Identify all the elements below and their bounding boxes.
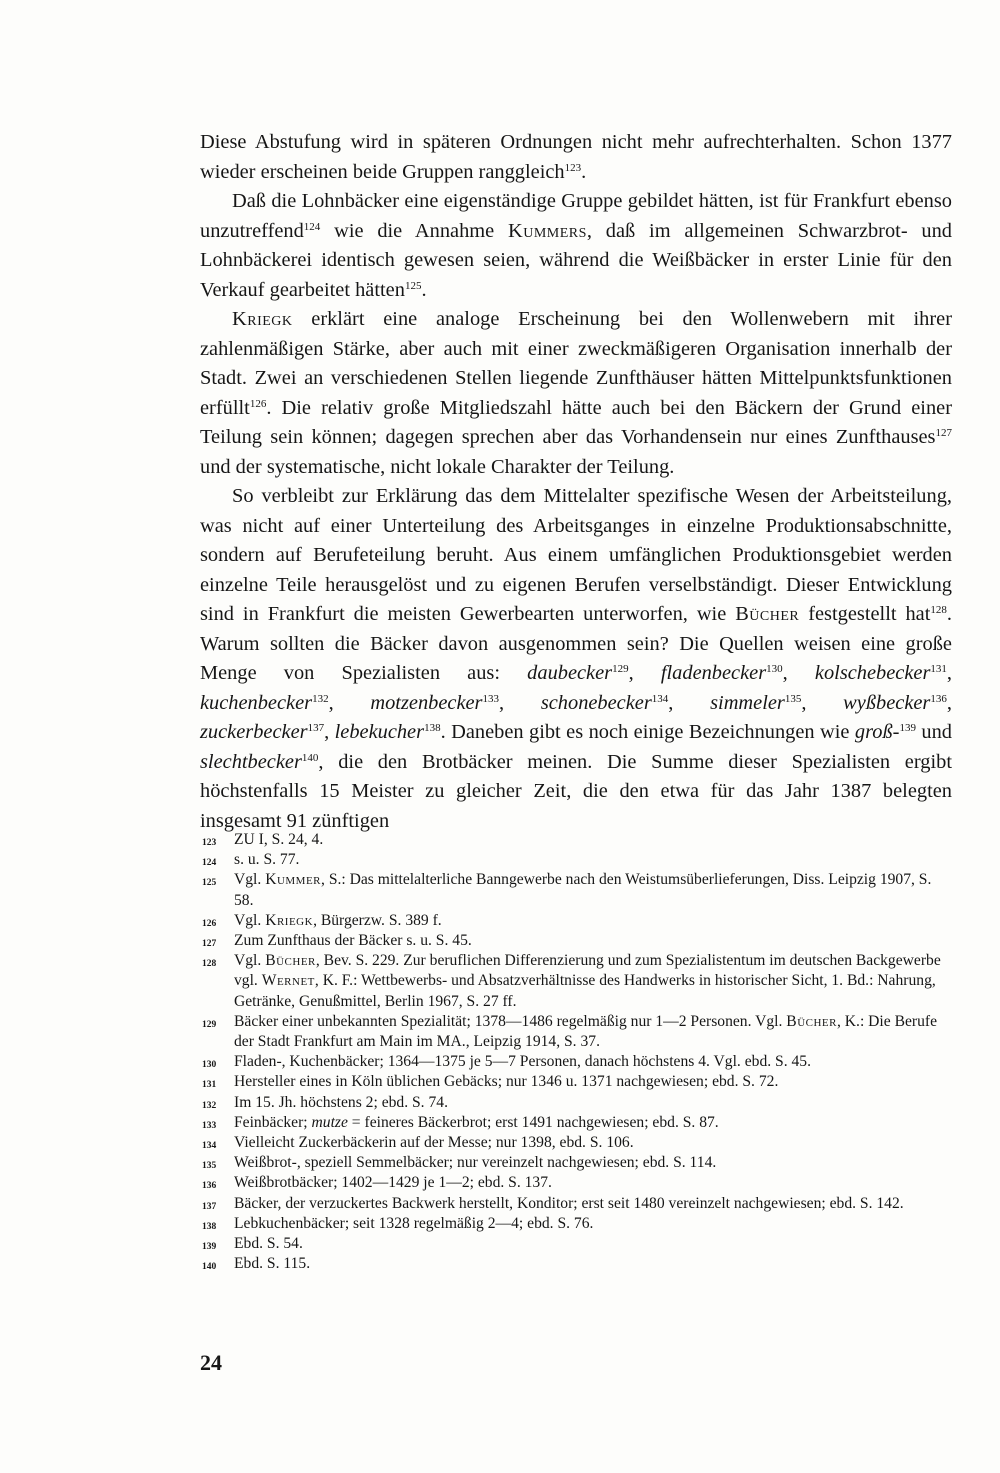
footnote-text: Vgl. xyxy=(234,952,266,970)
footnote-ref-126[interactable]: 126 xyxy=(249,397,267,410)
term: daubecker xyxy=(527,662,613,684)
footnote-text: Ebd. S. 115. xyxy=(234,1255,311,1273)
paragraph-2 xyxy=(200,187,952,305)
footnote-text: , Bürgerzw. S. 389 f. xyxy=(313,911,442,929)
term: kuchenbecker xyxy=(200,691,313,714)
paragraph-4: So verbleibt zur Erklärung das dem Mittelalter spezifische Wesen der Arbeitsteilung, was nicht auf einer Unterteilung des Arbeitsganges in einzelne Produktionsabschnitte, sondern auf Berufeteilung beruht. Aus einem umfänglichen Produktionsgebiet werden einzelne Teile herausgelöst und zu eigenen Berufen verselbständigt. Dieser Entwicklung sind in Frankfurt die meisten Gewerbearten unterworfen, wie Bücher festgestellt hat$^{128}$. Warum sollten die Bäcker davon ausgenommen sein? Die Quellen weisen eine große Menge von Spezialisten aus: daubecker$^{129}$, fladenbecker$^{130}$, kolschebecker$^{131}$, kuchenbecker$^{132}$, motzenbecker$^{133}$, schonebecker$^{134}$, simmeler$^{135}$, wyßbecker$^{136}$, zuckerbecker$^{137}$, lebekucher$^{138}$. Daneben gibt es noch einige Bezeichnungen wie groß-$^{139}$ und slechtbecker$^{140}$, die den Brotbäcker meinen. Die Summe dieser Spezialisten ergibt höchstenfalls 15 Meister zu gleicher Zeit, die den etwa für das Jahr 1387 belegten insgesamt 91 zünftigen xyxy=(200,485,953,832)
text-run: erklärt eine analoge Erscheinung bei den Wollenwebern mit ihrer zahlenmäßigen Stärke, aber auch mit einer zweckmäßigeren Organisation innerhalb der Stadt. Zwei an verschiedenen Stellen liegende Zunfthäuser hätten Mittelpunktsfunktionen erfüllt xyxy=(200,308,952,419)
footnote-ref-133[interactable]: 133 xyxy=(482,692,499,705)
footnote-text: , K. F.: Wettbewerbs- und Absatzverhältnisse des Handwerks in historischer Sicht, 1. Bd.: Nahrung, Getränke, Genußmittel, Berlin 1967, S. 27 ff. xyxy=(234,972,936,1010)
text-run: und xyxy=(915,721,953,743)
footnote-text: , S.: Das mittelalterliche Banngewerbe nach den Weistumsüberlieferungen, Diss. Leipzig 1907, S. 58. xyxy=(234,871,932,909)
author-name: Bücher xyxy=(786,1012,837,1030)
footnote-text: Weißbrotbäcker; 1402—1429 je 1—2; ebd. S. 137. xyxy=(234,1174,552,1192)
footnote-123 xyxy=(200,830,952,850)
footnote-text: Lebkuchenbäcker; seit 1328 regelmäßig 2—4; ebd. S. 76. xyxy=(234,1214,594,1232)
footnote-number: 123 xyxy=(202,838,217,848)
footnote-140 xyxy=(200,1254,952,1274)
term: simmeler xyxy=(710,691,785,714)
footnote-ref-136[interactable]: 136 xyxy=(930,692,947,705)
footnote-text: Hersteller eines in Köln üblichen Gebäcks; nur 1346 u. 1371 nachgewiesen; ebd. S. 72. xyxy=(234,1073,779,1091)
term: kolschebecker xyxy=(814,662,931,684)
term: zuckerbecker xyxy=(200,721,308,743)
footnote-number: 136 xyxy=(202,1181,217,1192)
footnote-number: 134 xyxy=(202,1141,217,1152)
text-run: Diese Abstufung wird in späteren Ordnungen nicht mehr aufrechterhalten. Schon 1377 wieder erscheinen beide Gruppen ranggleich xyxy=(200,131,952,183)
author-name: Kriegk xyxy=(232,308,293,330)
author-name: Wernet xyxy=(261,972,315,990)
footnote-137 xyxy=(200,1194,952,1214)
text-run: und der systematische, nicht lokale Charakter der Teilung. xyxy=(200,455,675,478)
footnote-number: 137 xyxy=(202,1201,217,1212)
footnote-139 xyxy=(200,1234,952,1254)
footnote-136 xyxy=(200,1173,952,1193)
footnote-text: Zum Zunfthaus der Bäcker s. u. S. 45. xyxy=(234,932,472,950)
author-name: Kriegk xyxy=(265,911,314,929)
text-run: . Daneben gibt es noch einige Bezeichnungen wie xyxy=(440,721,855,743)
text-run: wie die Annahme xyxy=(320,219,508,242)
footnote-number: 128 xyxy=(202,959,217,970)
footnote-number: 125 xyxy=(202,878,217,889)
footnote-128 xyxy=(200,951,952,1012)
footnote-ref-128[interactable]: 128 xyxy=(930,604,947,616)
footnote-number: 132 xyxy=(202,1100,217,1111)
text-run: . Warum sollten die Bäcker davon ausgenommen sein? Die Quellen weisen eine große Menge von Spezialisten aus: xyxy=(200,603,952,684)
footnote-135 xyxy=(200,1153,952,1173)
footnote-126 xyxy=(200,911,952,931)
footnote-ref-140[interactable]: 140 xyxy=(301,751,319,764)
footnote-number: 135 xyxy=(202,1161,217,1172)
footnote-133 xyxy=(200,1113,952,1133)
text-run: , die den Brotbäcker meinen. Die Summe dieser Spezialisten ergibt höchstenfalls 15 Meister zu gleicher Zeit, die den etwa für das Jahr 1387 belegten insgesamt 91 zünftigen xyxy=(200,750,952,832)
footnote-131 xyxy=(200,1072,952,1092)
footnote-text: , K.: Die Berufe der Stadt Frankfurt am Main im MA., Leipzig 1914, S. 37. xyxy=(234,1012,938,1051)
footnote-ref-125[interactable]: 125 xyxy=(404,279,422,292)
footnote-ref-127[interactable]: 127 xyxy=(935,427,952,439)
footnote-text: Weißbrot-, speziell Semmelbäcker; nur vereinzelt nachgewiesen; ebd. S. 114. xyxy=(234,1154,717,1172)
footnote-138 xyxy=(200,1214,952,1234)
term: mutze xyxy=(311,1113,348,1131)
footnote-ref-135[interactable]: 135 xyxy=(784,692,802,705)
paragraph-3 xyxy=(200,305,952,482)
paragraph-1 xyxy=(200,128,952,187)
footnote-text: Bäcker, der verzuckertes Backwerk herstellt, Konditor; erst seit 1480 vereinzelt nachgewiesen; ebd. S. 142. xyxy=(234,1194,904,1212)
footnote-ref-131[interactable]: 131 xyxy=(930,663,947,675)
text-run: Daß die Lohnbäcker eine eigenständige Gruppe gebildet hätten, ist für Frankfurt ebenso unzutreffend xyxy=(200,190,952,242)
text-run: . Die relativ große Mitgliedszahl hätte auch bei den Bäckern der Grund einer Teilung sein können; dagegen sprechen aber das Vorhandensein nur eines Zunfthauses xyxy=(200,396,952,448)
author-name: Kummer xyxy=(265,871,322,889)
footnote-ref-123[interactable]: 123 xyxy=(564,161,582,174)
footnote-ref-130[interactable]: 130 xyxy=(766,663,783,675)
text-run: . xyxy=(581,160,587,183)
footnote-ref-129[interactable]: 129 xyxy=(612,663,629,675)
footnote-132 xyxy=(200,1093,952,1113)
footnote-text: s. u. S. 77. xyxy=(234,851,300,869)
text-run: , daß im allgemeinen Schwarzbrot- und Lohnbäckerei identisch gewesen seien, während die Weißbäcker in erster Linie für den Verkauf gearbeitet hätten xyxy=(200,219,953,301)
footnotes xyxy=(200,830,952,1274)
footnote-125 xyxy=(200,870,952,910)
footnote-text: Feinbäcker; xyxy=(234,1113,312,1131)
author-name: Bücher xyxy=(735,603,800,625)
footnote-text: Bäcker einer unbekannten Spezialität; 1378—1486 regelmäßig nur 1—2 Personen. Vgl. xyxy=(234,1012,787,1030)
term: motzenbecker xyxy=(370,691,483,714)
footnote-number: 139 xyxy=(202,1242,217,1253)
footnote-text: = feineres Bäckerbrot; erst 1491 nachgewiesen; ebd. S. 87. xyxy=(347,1113,719,1131)
term: slechtbecker xyxy=(200,750,302,773)
footnote-text: ZU I, S. 24, 4. xyxy=(234,831,324,848)
footnote-number: 126 xyxy=(202,918,217,929)
main-text xyxy=(200,128,952,836)
footnote-text: Vgl. xyxy=(234,911,266,929)
author-name: Bücher xyxy=(265,952,316,970)
footnote-text: Ebd. S. 54. xyxy=(234,1235,303,1253)
footnote-number: 131 xyxy=(202,1080,217,1091)
footnote-number: 138 xyxy=(202,1221,217,1232)
term: groß- xyxy=(854,721,900,743)
term: wyßbecker xyxy=(843,691,931,714)
footnote-124 xyxy=(200,850,952,870)
footnote-number: 124 xyxy=(202,858,217,869)
footnote-number: 140 xyxy=(202,1262,217,1273)
text-run: festgestellt hat xyxy=(799,603,931,625)
footnote-ref-138[interactable]: 138 xyxy=(424,722,441,734)
footnote-ref-134[interactable]: 134 xyxy=(651,692,669,705)
page-number: 24 xyxy=(200,1350,222,1375)
footnote-ref-124[interactable]: 124 xyxy=(303,220,321,233)
footnote-127 xyxy=(200,931,952,951)
footnote-ref-139[interactable]: 139 xyxy=(899,722,916,734)
text-run: . xyxy=(421,278,427,301)
footnote-134 xyxy=(200,1133,952,1153)
author-name: Kummers xyxy=(507,219,587,242)
footnote-text: Vielleicht Zuckerbäckerin auf der Messe; nur 1398, ebd. S. 106. xyxy=(234,1134,634,1152)
text-run: So verbleibt zur Erklärung das dem Mittelalter spezifische Wesen der Arbeitsteilung, was nicht auf einer Unterteilung des Arbeitsganges in einzelne Produktionsabschnitte, sondern auf Berufeteilung beruht. Aus einem umfänglichen Produktionsgebiet werden einzelne Teile herausgelöst und zu eigenen Berufen verselbständigt. Dieser Entwicklung sind in Frankfurt die meisten Gewerbearten unterworfen, wie xyxy=(200,485,952,625)
footnote-number: 127 xyxy=(202,939,217,950)
footnote-text: , Bev. S. 229. Zur beruflichen Differenzierung und zum Spezialistentum im deutschen Backgewerbe vgl. xyxy=(234,952,941,990)
footnote-number: 130 xyxy=(202,1060,217,1071)
footnote-130 xyxy=(200,1052,952,1072)
footnote-129 xyxy=(200,1012,952,1052)
footnote-ref-137[interactable]: 137 xyxy=(307,722,325,734)
term: fladenbecker xyxy=(660,662,767,684)
footnote-text: Im 15. Jh. höchstens 2; ebd. S. 74. xyxy=(234,1093,448,1111)
term: lebekucher xyxy=(334,721,425,743)
footnote-text: Vgl. xyxy=(234,871,266,889)
term: schonebecker xyxy=(540,691,652,714)
footnote-number: 129 xyxy=(202,1019,217,1030)
footnote-ref-132[interactable]: 132 xyxy=(312,692,329,705)
footnote-text: Fladen-, Kuchenbäcker; 1364—1375 je 5—7 Personen, danach höchstens 4. Vgl. ebd. S. 45. xyxy=(234,1053,811,1071)
footnote-number: 133 xyxy=(202,1120,217,1131)
